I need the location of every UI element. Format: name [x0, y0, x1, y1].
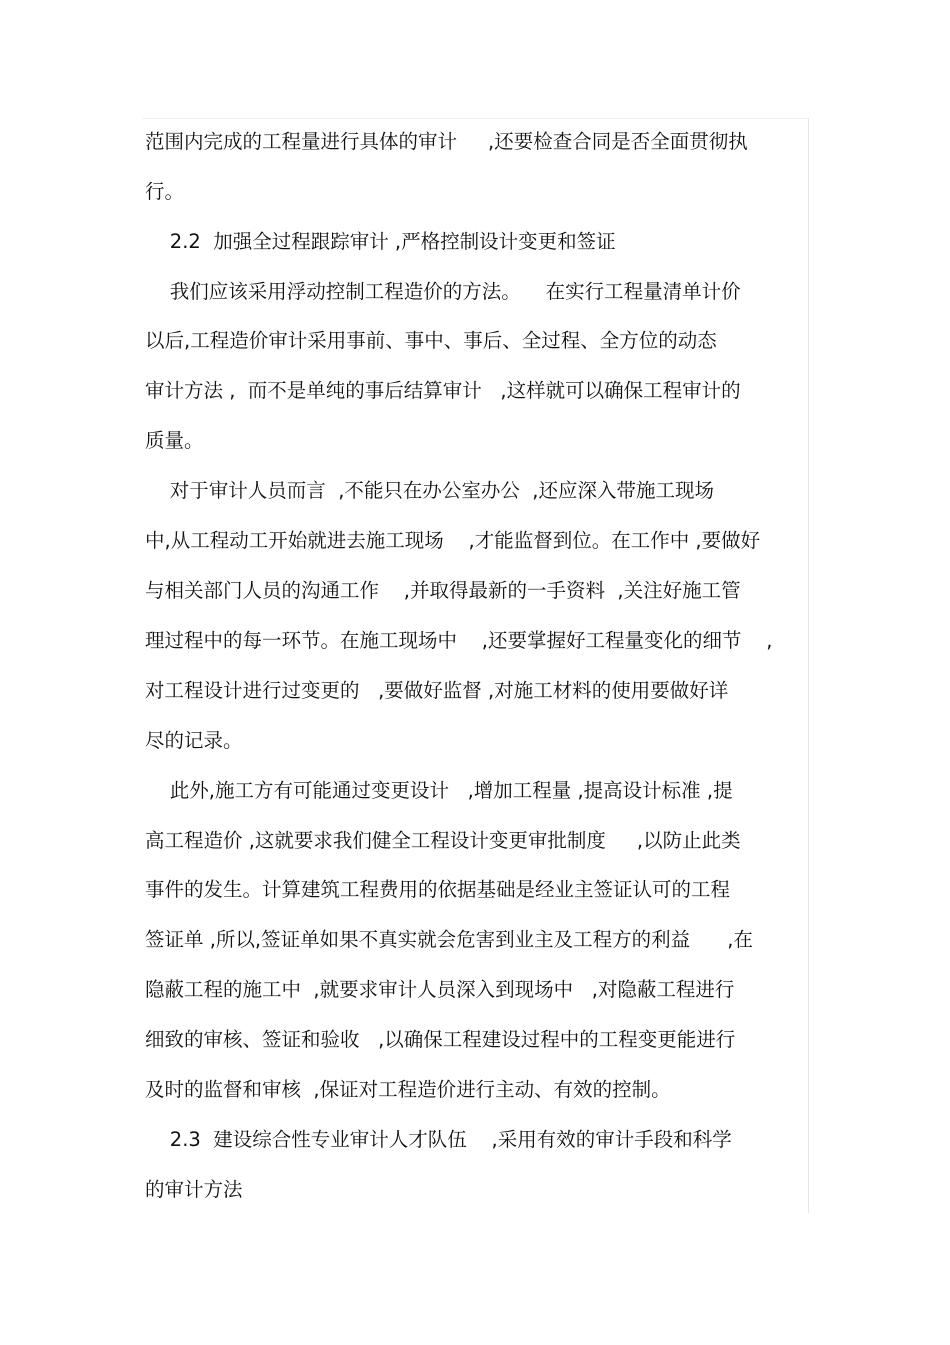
text-line: 质量。	[145, 429, 204, 452]
text-line: 审计方法 , 而不是单纯的事后结算审计 ,这样就可以确保工程审计的	[145, 379, 741, 402]
text-line: 及时的监督和审核 ,保证对工程造价进行主动、有效的控制。	[145, 1078, 671, 1101]
text-line: 对工程设计进行过变更的 ,要做好监督 ,对施工材料的使用要做好详	[145, 679, 729, 702]
text-line: 与相关部门人员的沟通工作 ,并取得最新的一手资料 ,关注好施工管	[145, 579, 741, 602]
text-line: 对于审计人员而言 ,不能只在办公室办公 ,还应深入带施工现场	[145, 479, 714, 502]
section-heading: 2.2 加强全过程跟踪审计 ,严格控制设计变更和签证	[145, 230, 616, 253]
text-line: 的审计方法	[145, 1178, 243, 1201]
text-line: 事件的发生。计算建筑工程费用的依据基础是经业主签证认可的工程	[145, 878, 731, 901]
text-line: 以后,工程造价审计采用事前、事中、事后、全过程、全方位的动态	[145, 329, 717, 352]
text-line: 细致的审核、签证和验收 ,以确保工程建设过程中的工程变更能进行	[145, 1028, 736, 1051]
text-line: 隐蔽工程的施工中 ,就要求审计人员深入到现场中 ,对隐蔽工程进行	[145, 978, 735, 1001]
section-heading: 2.3 建设综合性专业审计人才队伍 ,采用有效的审计手段和科学	[145, 1128, 732, 1151]
text-line: 范围内完成的工程量进行具体的审计 ,还要检查合同是否全面贯彻执	[145, 130, 748, 153]
text-line: 行。	[145, 180, 185, 203]
text-line: 理过程中的每一环节。在施工现场中 ,还要掌握好工程量变化的细节 ,	[145, 629, 773, 652]
text-line: 尽的记录。	[145, 729, 243, 752]
text-line: 高工程造价 ,这就要求我们健全工程设计变更审批制度 ,以防止此类	[145, 829, 741, 852]
text-line: 此外,施工方有可能通过变更设计 ,增加工程量 ,提高设计标准 ,提	[145, 779, 733, 802]
text-line: 我们应该采用浮动控制工程造价的方法。 在实行工程量清单计价	[145, 280, 741, 303]
text-line: 中,从工程动工开始就进去施工现场 ,才能监督到位。在工作中 ,要做好	[145, 529, 761, 552]
text-line: 签证单 ,所以,签证单如果不真实就会危害到业主及工程方的利益 ,在	[145, 928, 753, 951]
